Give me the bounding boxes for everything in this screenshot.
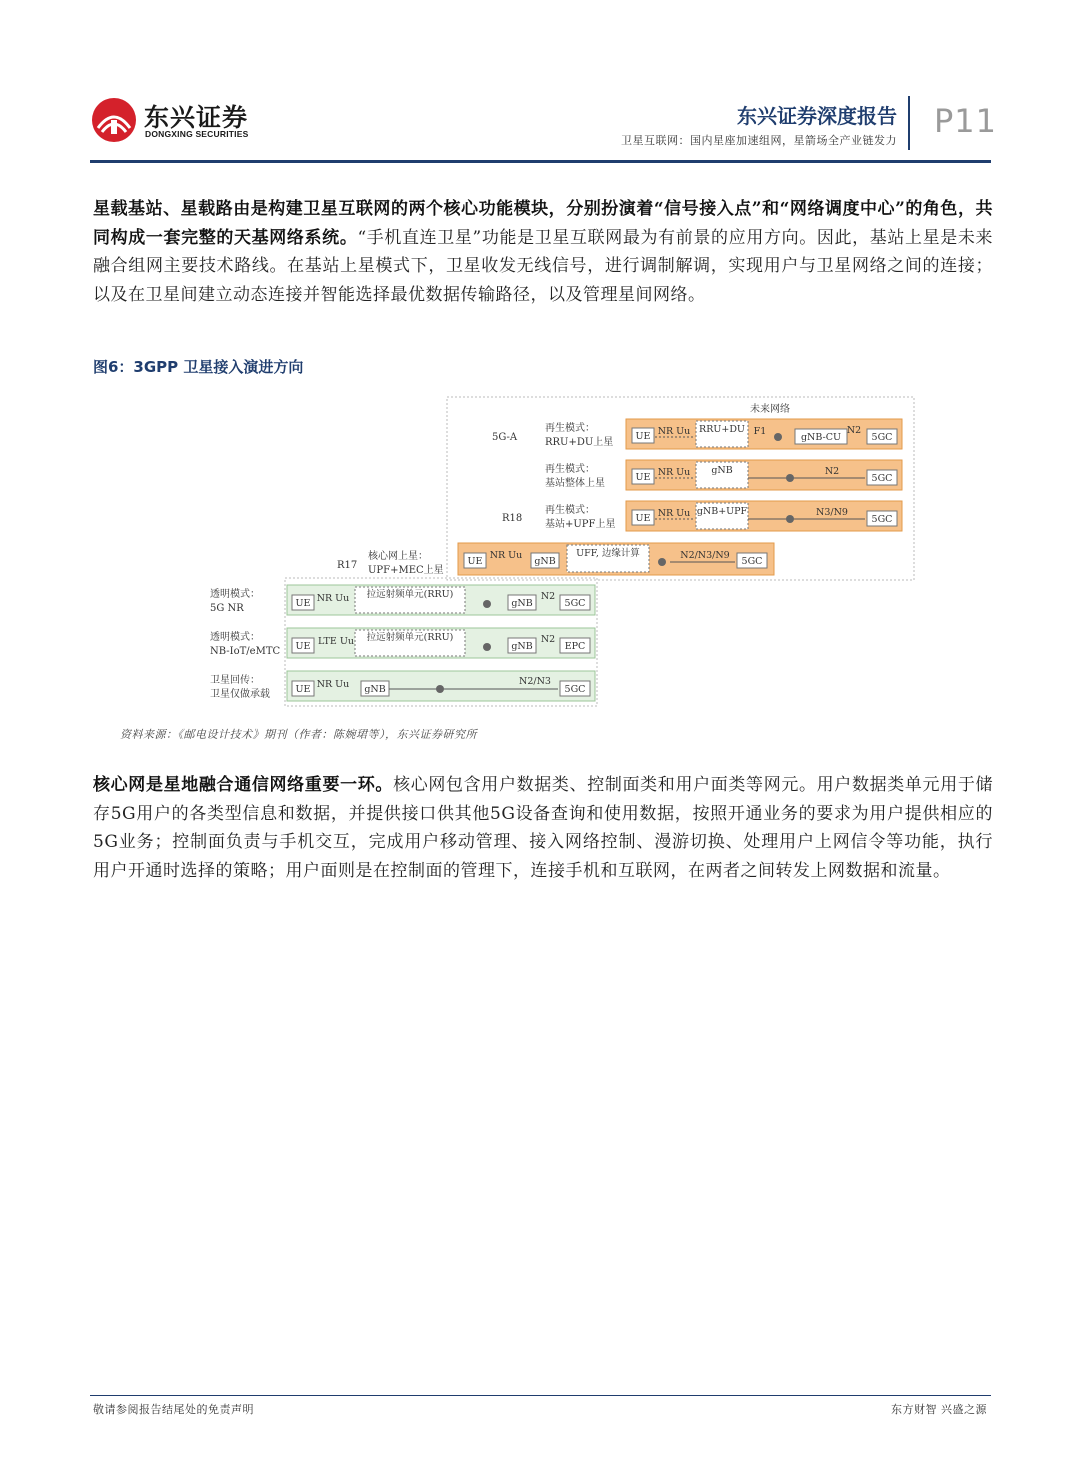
link-label: NR Uu	[316, 679, 350, 690]
gnb-box: gNB	[534, 556, 556, 567]
mode-sub-label: NB-IoT/eMTC	[210, 646, 281, 657]
mode-sub-label: RRU+DU上星	[545, 437, 614, 448]
footer-slogan: 东方财智 兴盛之源	[891, 1403, 987, 1416]
row-gnb-onboard	[545, 460, 902, 490]
paragraph-core-network	[93, 771, 993, 885]
row-transparent-5gnr	[210, 585, 595, 615]
ue-box: UE	[295, 598, 311, 609]
core-box: 5GC	[871, 473, 893, 484]
ue-box: UE	[635, 431, 651, 442]
mode-sub-label: 卫星仅做承载	[210, 689, 270, 700]
payload-box: UFF, 边缘计算	[576, 548, 640, 559]
mode-label: 卫星回传：	[210, 675, 260, 686]
gnb-box: gNB	[364, 684, 386, 695]
ue-box: UE	[467, 556, 483, 567]
row-backhaul	[210, 671, 595, 701]
ue-box: UE	[635, 472, 651, 483]
gnb-cu-box: gNB-CU	[800, 432, 842, 443]
paragraph-intro-text: “手机直连卫星”功能是卫星互联网最为有前景的应用方向。因此，基站上星是未来融合组网主要技术路线。在基站上星模式下，卫星收发无线信号，进行调制解调，实现用户与卫星网络之间的连接；以及在卫星间建立动态连接并智能选择最优数据传输路径，以及管理星间网络。	[93, 227, 993, 305]
paragraph-intro	[93, 195, 993, 309]
logo-text-cn: 东兴证券	[144, 103, 249, 132]
n-label: N3/N9	[816, 507, 848, 518]
mode-label: 再生模式：	[545, 464, 595, 475]
gnb-box: gNB	[511, 641, 533, 652]
row-core-onboard	[337, 543, 774, 576]
core-box: 5GC	[871, 432, 893, 443]
core-box: 5GC	[871, 514, 893, 525]
mode-sub-label: 基站整体上星	[545, 478, 605, 489]
paragraph-intro-bold: 星载基站、星载路由是构建卫星互联网的两个核心功能模块，分别扮演着“信号接入点”和“网络调度中心”的角色，共同构成一套完整的天基网络系统。	[93, 199, 993, 248]
core-box: 5GC	[564, 684, 586, 695]
gnb-box: gNB	[511, 598, 533, 609]
page-number: P11	[934, 102, 998, 140]
payload-box: 拉远射频单元(RRU)	[366, 589, 454, 600]
footer-disclaimer: 敬请参阅报告结尾处的免责声明	[93, 1403, 254, 1416]
payload-box: gNB	[711, 465, 733, 476]
row-transparent-nbiot	[210, 628, 595, 658]
ue-box: UE	[295, 684, 311, 695]
paragraph-core-text: 核心网包含用户数据类、控制面类和用户面类等网元。用户数据类单元用于储存5G用户的各类型信息和数据，并提供接口供其他5G设备查询和使用数据，按照开通业务的要求为用户提供相应的5G业务；控制面负责与手机交互，完成用户移动管理、接入网络控制、漫游切换、处理用户上网信令等功能，执行用户开通时选择的策略；用户面则是在控制面的管理下，连接手机和互联网，在两者之间转发上网数据和流量。	[93, 775, 994, 881]
n-label: N2	[540, 591, 556, 602]
figure-title: 图6：3GPP 卫星接入演进方向	[93, 358, 304, 376]
mode-sub-label: UPF+MEC上星	[368, 565, 444, 576]
future-network-label: 未来网络	[750, 404, 790, 415]
mode-label: 核心网上星：	[368, 551, 428, 562]
link-label: NR Uu	[657, 508, 691, 519]
mode-label: 透明模式：	[210, 632, 260, 643]
mode-sub-label: 基站+UPF上星	[545, 519, 616, 530]
figure-3gpp-evolution	[200, 392, 920, 716]
link-label: NR Uu	[657, 426, 691, 437]
release-label: R18	[502, 513, 523, 524]
f1-label: F1	[753, 426, 767, 437]
core-box: 5GC	[741, 556, 763, 567]
link-label: NR Uu	[316, 593, 350, 604]
release-label: R17	[337, 560, 358, 571]
mode-label: 再生模式：	[545, 423, 595, 434]
dongxing-logo-icon	[92, 98, 136, 142]
footer-rule	[90, 1395, 991, 1396]
mode-label: 透明模式：	[210, 589, 260, 600]
header-separator	[908, 96, 910, 150]
mode-sub-label: 5G NR	[210, 603, 244, 614]
report-subtitle: 卫星互联网：国内星座加速组网，星箭场全产业链发力	[621, 134, 897, 147]
release-label: 5G-A	[492, 432, 518, 443]
payload-box: 拉远射频单元(RRU)	[366, 632, 454, 643]
n-label: N2	[540, 634, 556, 645]
company-logo	[92, 96, 267, 146]
row-gnb-upf	[502, 501, 902, 531]
link-label: LTE Uu	[318, 636, 354, 647]
report-title: 东兴证券深度报告	[737, 104, 897, 128]
n-label: N2/N3/N9	[680, 550, 730, 561]
header-rule	[90, 160, 991, 163]
ue-box: UE	[295, 641, 311, 652]
core-box: 5GC	[564, 598, 586, 609]
payload-box: RRU+DU	[699, 424, 745, 435]
row-5ga-rru-du	[492, 419, 902, 449]
ue-box: UE	[635, 513, 651, 524]
link-label: NR Uu	[489, 550, 523, 561]
logo-text-en: DONGXING SECURITIES	[145, 129, 249, 139]
figure-source: 资料来源：《邮电设计技术》期刊（作者：陈婉珺等），东兴证券研究所	[120, 728, 477, 741]
paragraph-core-bold: 核心网是星地融合通信网络重要一环。	[93, 775, 394, 795]
link-label: NR Uu	[657, 467, 691, 478]
mode-label: 再生模式：	[545, 505, 595, 516]
n-label: N2/N3	[519, 676, 551, 687]
n-label: N2	[824, 466, 840, 477]
core-box: EPC	[564, 641, 586, 652]
n-label: N2	[846, 425, 862, 436]
payload-box: gNB+UPF	[696, 506, 748, 517]
